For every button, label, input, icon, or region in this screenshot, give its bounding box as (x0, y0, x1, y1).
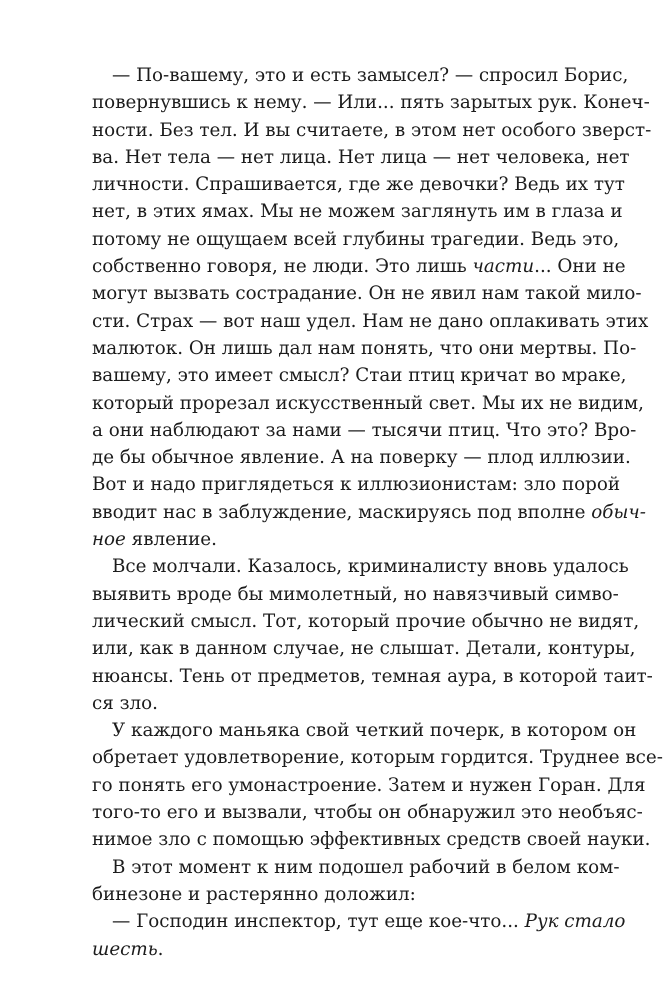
text-run: У каждого маньяка свой четкий почерк, в котором он (112, 720, 637, 742)
paragraph (92, 854, 620, 909)
text-run: могут вызвать сострадание. Он не явил нам такой мило- (92, 283, 642, 305)
text-run: который прорезал искусственный свет. Мы их не видим, (92, 392, 644, 414)
text-line (92, 717, 637, 744)
text-line (92, 936, 574, 963)
text-run: ... Они не (534, 256, 626, 278)
text-line (92, 772, 646, 799)
text-run: Все молчали. Казалось, криминалисту вновь удалось (112, 556, 629, 578)
text-line (92, 362, 627, 389)
text-line (92, 881, 574, 908)
text-run: вводит нас в заблуждение, маскируясь под вполне (92, 501, 592, 523)
text-line (92, 471, 621, 498)
text-run: того-то его и вызвали, чтобы он обнаружил это необъяс- (92, 802, 643, 824)
text-run: сти. Страх — вот наш удел. Нам не дано оплакивать этих (92, 310, 649, 332)
italic-text: Рук стало (524, 911, 626, 933)
text-line (92, 526, 574, 553)
text-run: вашему, это имеет смысл? Стаи птиц кричат во мраке, (92, 365, 627, 387)
text-run: а они наблюдают за нами — тысячи птиц. Что это? Вро- (92, 419, 637, 441)
paragraph (92, 553, 653, 717)
text-run: В этот момент к ним подошел рабочий в белом ком- (112, 856, 620, 878)
text-line (92, 499, 646, 526)
text-line (92, 799, 643, 826)
text-line (92, 117, 652, 144)
text-run: личности. Спрашивается, где же девочки? Ведь их тут (92, 174, 625, 196)
text-line (92, 854, 620, 881)
text-line (92, 89, 650, 116)
text-run: Вот и надо приглядеться к иллюзионистам: зло порой (92, 474, 621, 496)
text-run: явление. (125, 529, 217, 551)
text-run: нимое зло с помощью эффективных средств своей науки. (92, 829, 651, 851)
text-line (92, 280, 642, 307)
text-run: лический смысл. Тот, который прочие обычно не видят, (92, 610, 640, 632)
text-line (92, 635, 636, 662)
text-run: ности. Без тел. И вы считаете, в этом нет особого зверст- (92, 119, 652, 141)
text-run: — Господин инспектор, тут еще кое-что... (112, 911, 525, 933)
text-run: или, как в данном случае, не слышат. Детали, контуры, (92, 638, 636, 660)
text-run: потому не ощущаем всей глубины трагедии. Ведь это, (92, 228, 620, 250)
text-run: — По-вашему, это и есть замысел? — спросил Борис, (112, 65, 629, 86)
text-line (92, 826, 651, 853)
text-run: обретает удовлетворение, которым гордится. Труднее все- (92, 747, 663, 769)
italic-text: части (472, 256, 535, 278)
text-line (92, 663, 653, 690)
paragraph (92, 62, 652, 553)
text-run: повернувшись к нему. — Или... пять зарытых рук. Конеч- (92, 92, 650, 114)
text-line (92, 553, 629, 580)
text-line (92, 690, 574, 717)
text-line (92, 744, 663, 771)
text-run: де бы обычное явление. А на поверку — плод иллюзии. (92, 447, 631, 469)
text-run: бинезоне и растерянно доложил: (92, 883, 416, 905)
paragraph (92, 908, 626, 963)
text-run: собственно говоря, не люди. Это лишь (92, 256, 473, 278)
text-line (92, 198, 623, 225)
text-run: малюток. Он лишь дал нам понять, что они мертвы. По- (92, 337, 637, 359)
text-line (92, 608, 640, 635)
text-line (92, 226, 620, 253)
page-text (92, 62, 663, 963)
text-line (92, 581, 619, 608)
text-run: . (157, 938, 164, 960)
text-line (92, 908, 626, 935)
text-line (92, 144, 630, 171)
text-line (92, 171, 625, 198)
text-line (92, 335, 637, 362)
text-run: нюансы. Тень от предметов, темная аура, в которой таит- (92, 665, 653, 687)
italic-text: ное (92, 529, 126, 551)
text-line (92, 308, 649, 335)
italic-text: обыч- (591, 501, 646, 523)
text-line (92, 444, 631, 471)
text-run: го понять его умонастроение. Затем и нужен Горан. Для (92, 774, 646, 796)
text-line (92, 390, 644, 417)
text-run: ся зло. (92, 692, 158, 714)
italic-text: шесть (92, 938, 158, 960)
text-run: нет, в этих ямах. Мы не можем заглянуть им в глаза и (92, 201, 623, 223)
text-run: ва. Нет тела — нет лица. Нет лица — нет человека, нет (92, 146, 630, 168)
paragraph (92, 717, 663, 853)
text-run: выявить вроде бы мимолетный, но навязчивый симво- (92, 583, 619, 605)
text-line (92, 253, 626, 280)
text-line (92, 62, 629, 89)
text-line (92, 417, 637, 444)
